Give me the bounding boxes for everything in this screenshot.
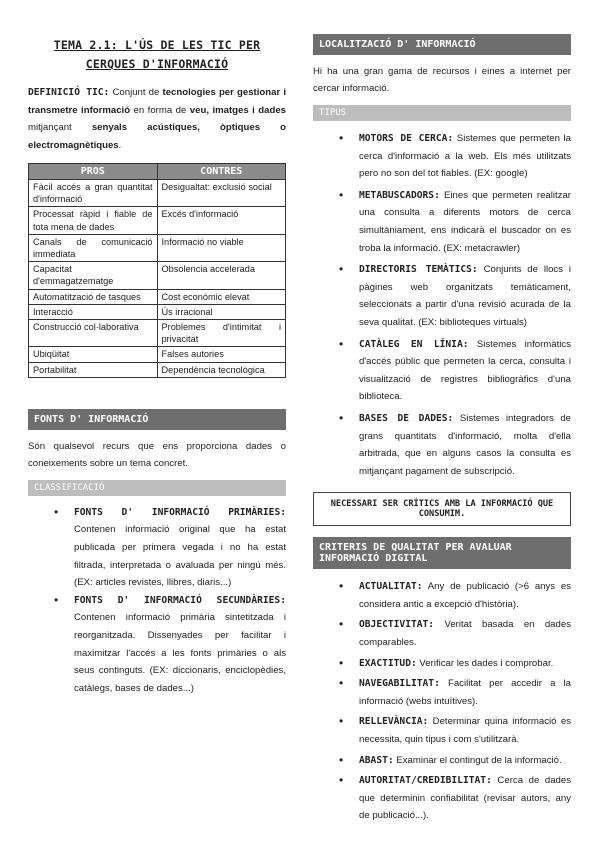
definition-bold-1: tecnologies per gestionar i transmetre informació: [28, 87, 286, 116]
cataleg-en-linia-text: Sistemes informàtics d'accés públic que permeten la cerca, consulta i visualització de registres bibliogràfics d'una biblioteca.: [359, 338, 571, 403]
pros-cell: Ubiqüitat: [29, 347, 158, 362]
exactitud-text: Verificar les dades i comprobar.: [416, 657, 554, 669]
cataleg-en-linia-term: CATÀLEG EN LÍNIA:: [359, 338, 469, 350]
contres-cell: Ús irracional: [157, 304, 286, 319]
list-item: [359, 675, 571, 710]
contres-cell: Problemes d'intimitat i privacitat: [157, 320, 286, 347]
table-row: [29, 362, 286, 377]
fonts-intro: Són qualsevol recurs que ens proporciona dades o coneixements sobre un tema concret.: [28, 440, 286, 469]
criteris-section-header: CRITERIS DE QUALITAT PER AVALUAR INFORMACIÓ DIGITAL: [313, 537, 571, 569]
list-item: [359, 410, 571, 480]
autoritat-credibilitat-text: Cerca de dades que determinin confiabilitat (revisar autors, any de publicació...).: [359, 775, 571, 822]
metabuscadors-text: Eines que permeten realitzar una consulta a diferents motors de cerca simultàniament, ens indicarà el buscador on es troba la informació. (EX: metacrawler): [359, 189, 571, 254]
pros-cell: Interacció: [29, 304, 158, 319]
localitzacio-intro: Hi ha una gran gama de recursos i eines a internet per cercar informació.: [313, 66, 571, 94]
contres-cell: Desigualtat: exclusió social: [157, 180, 286, 207]
right-column: [313, 34, 571, 825]
contres-cell: Cost econòmic elevat: [157, 289, 286, 304]
fonts-primaries-term: FONTS D' INFORMACIÓ PRIMÀRIES:: [74, 506, 286, 518]
exactitud-term: EXACTITUD:: [359, 657, 417, 669]
fonts-primaries-text: Contenen informació original que ha estat publicada per primera vegada i no ha estat filtrada, interpretada o avaluada per ningú més. (EX: articles revistes, llibres, diaris...): [74, 524, 286, 589]
page-title: TEMA 2.1: L'ÚS DE LES TIC PER CERQUES D'INFORMACIÓ: [53, 38, 261, 71]
tipus-list: [313, 130, 571, 480]
pros-cell: Processat ràpid i fiable de tota mena de dades: [29, 207, 158, 234]
fonts-section-header: FONTS D' INFORMACIÓ: [28, 409, 286, 430]
table-row: [29, 180, 286, 207]
rellevancia-term: RELLEVÀNCIA:: [359, 716, 429, 728]
table-row: [29, 347, 286, 362]
definition-bold-2: veu, imatges i dades: [189, 104, 287, 116]
pros-cell: Fàcil accés a gran quantitat d'informació: [29, 180, 158, 207]
list-item: [359, 187, 571, 257]
left-column: [28, 36, 286, 697]
pros-cell: Automatització de tasques: [29, 289, 158, 304]
criteris-list: [313, 578, 571, 825]
motors-de-cerca-text: Sistemes que permeten la cerca d'informació a la web. Els més utilitzats pero no son del tot fiables. (EX: google): [359, 133, 571, 180]
definition-text-1: Conjunt de: [109, 87, 163, 98]
list-item: [359, 772, 571, 825]
list-item: [359, 578, 571, 613]
rellevancia-text: Determinar quina informació es necessita, quin tipus i com s'utilitzarà.: [359, 716, 571, 746]
table-row: [29, 304, 286, 319]
navegabilitat-term: NAVEGABILITAT:: [359, 678, 440, 690]
abast-text: Examinar el contingut de la informació.: [393, 754, 562, 766]
contres-cell: Informació no viable: [157, 234, 286, 261]
fonts-secundaries-term: FONTS D' INFORMACIÓ SECUNDÀRIES:: [74, 594, 286, 606]
abast-term: ABAST:: [359, 754, 394, 766]
pros-cell: Capacitat d'emmagatzematge: [29, 262, 158, 289]
navegabilitat-text: Facilitat per accedir a la informació (webs intuïtives).: [359, 678, 571, 707]
directoris-tematics-text: Conjunts de llocs i pàgines web organitzats temàticament, seleccionats a partir d'una revisió acurada de la seva qualitat. (EX: biblioteques virtuals): [359, 264, 571, 328]
definition-text-4: .: [118, 139, 122, 151]
table-row: [29, 320, 286, 347]
fonts-secundaries-text: Contenen informació primària sintetitzada i reorganitzada. Dissenyades per facilitar i maximitzar l'accés a les fonts primàries o als seus continguts. (EX: diccionaris, enciclopèdies, catàlegs, bases de dades...): [74, 612, 286, 694]
contres-cell: Excés d'informació: [157, 207, 286, 234]
bases-de-dades-text: Sistemes integradors de grans quantitats d'informació, molta d'ella arbitrada, que en alguns casos la consulta es mitjançant pagament de subscripció.: [359, 412, 572, 477]
definition-paragraph: [28, 84, 286, 154]
fonts-list: [28, 504, 286, 698]
list-item: [359, 713, 571, 748]
pros-header: PROS: [29, 164, 158, 180]
table-row: [29, 289, 286, 304]
table-header-row: [29, 164, 286, 180]
list-item: [359, 616, 571, 651]
directoris-tematics-term: DIRECTORIS TEMÀTICS:: [359, 264, 478, 276]
definition-label: DEFINICIÓ TIC:: [28, 87, 110, 98]
table-row: [29, 207, 286, 234]
list-item: [359, 130, 571, 183]
definition-bold-3: senyals acústiques, òptiques o electromagnètiques: [28, 122, 286, 151]
pros-cell: Construcció col·laborativa: [29, 320, 158, 347]
localitzacio-section-header: LOCALITZACIÓ D' INFORMACIÓ: [313, 34, 571, 55]
autoritat-credibilitat-term: AUTORITAT/CREDIBILITAT:: [359, 775, 492, 787]
contres-cell: Dependència tecnològica: [157, 362, 286, 377]
table-row: [29, 234, 286, 261]
motors-de-cerca-term: MOTORS DE CERCA:: [359, 133, 454, 144]
definition-text-2: en forma de: [130, 104, 190, 116]
definition-text-3: mitjançant: [28, 122, 92, 133]
critics-note: NECESSARI SER CRÍTICS AMB LA INFORMACIÓ QUE CONSUMIM.: [313, 492, 571, 526]
classificacio-subheader: CLASSIFICACIÓ: [28, 480, 286, 496]
list-item: [359, 336, 571, 406]
metabuscadors-term: METABUSCADORS:: [359, 189, 440, 201]
contres-header: CONTRES: [157, 164, 286, 180]
bases-de-dades-term: BASES DE DADES:: [359, 412, 454, 424]
list-item: [359, 752, 571, 770]
list-item: [359, 655, 571, 673]
objectivitat-text: Veritat basada en dades comparables.: [359, 619, 571, 649]
actualitat-text: Any de publicació (>6 anys es considera antic a excepció d'història).: [359, 581, 571, 610]
pros-cell: Canals de comunicació immediata: [29, 234, 158, 261]
list-item: [74, 504, 286, 592]
contres-cell: Falses autories: [157, 347, 286, 362]
tipus-subheader: TIPUS: [313, 105, 571, 121]
contres-cell: Obsolencia accelerada: [157, 262, 286, 289]
pros-cell: Portabilitat: [29, 362, 158, 377]
list-item: [74, 592, 286, 698]
actualitat-term: ACTUALITAT:: [359, 581, 423, 593]
list-item: [359, 261, 571, 331]
objectivitat-term: OBJECTIVITAT:: [359, 619, 435, 631]
pros-cons-table: [28, 163, 286, 378]
table-row: [29, 262, 286, 289]
